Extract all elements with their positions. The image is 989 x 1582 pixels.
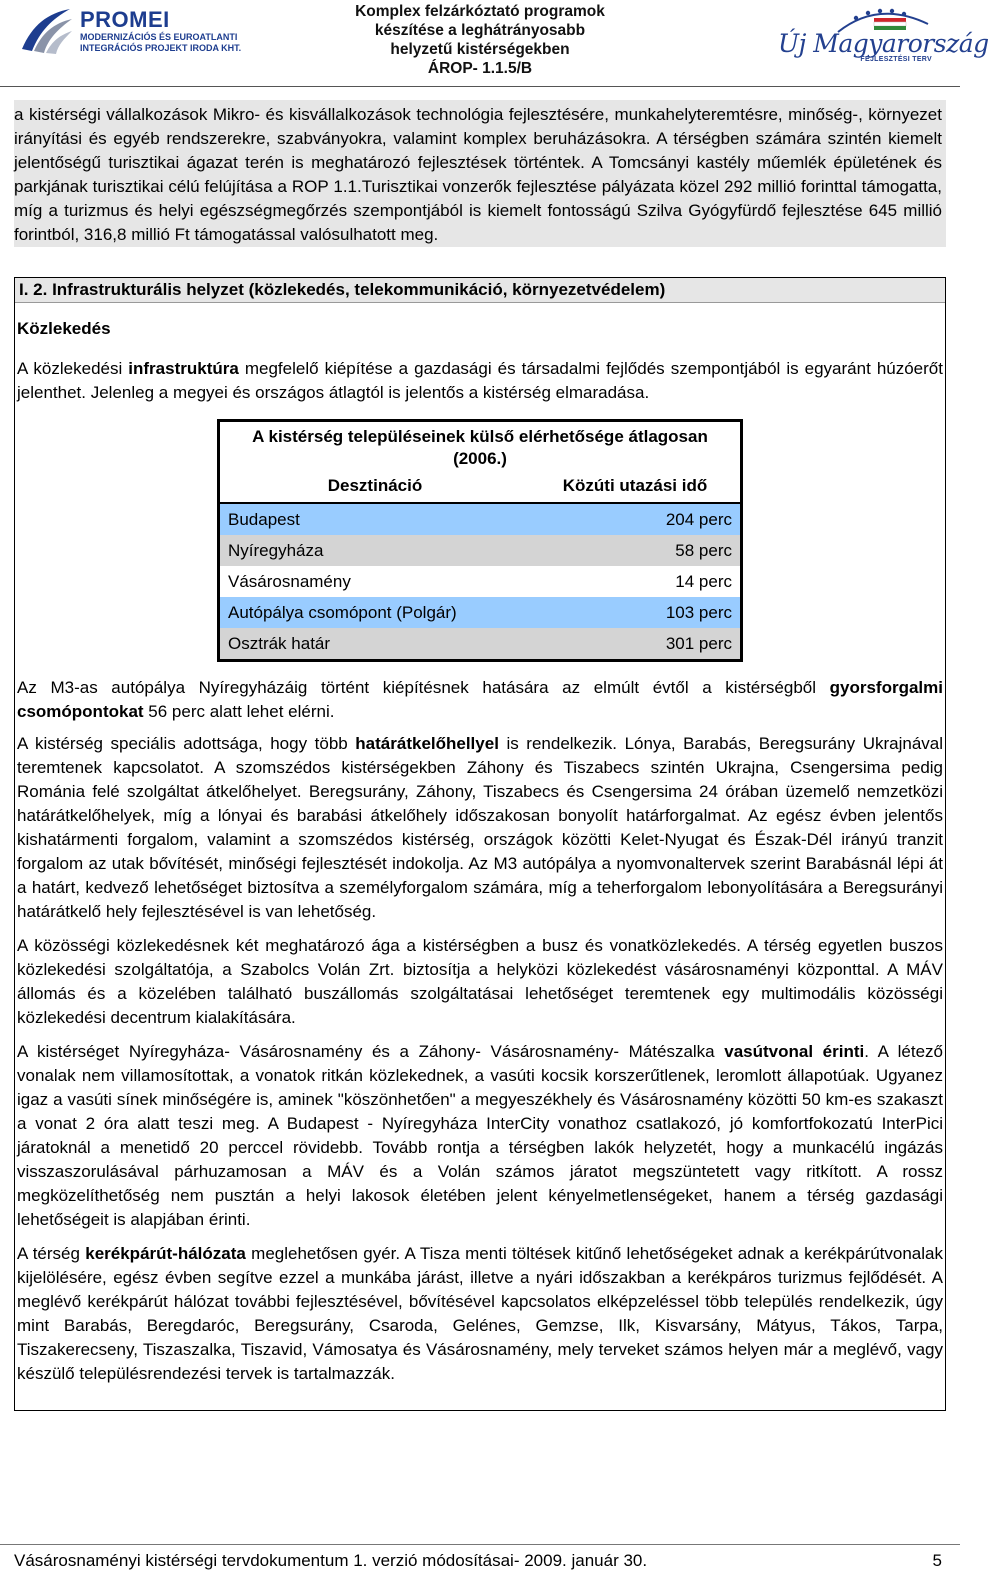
promei-logo [18, 5, 258, 55]
intro-paragraph: a kistérségi vállalkozások Mikro- és kisvállalkozások technológia fejlesztésére, munkahelyteremtésre, minőség-, környezet irányítási és egyéb rendszerekre, szabványokra, valamint komplex beruházásokra. A térségben számára szintén kiemelt jelentőségű turisztikai ágazat terén is meghatározó fejlesztések történtek. A Tomcsányi kastély műemlék épületének és parkjának turisztikai célú felújítása a ROP 1.1.Turisztikai vonzerők fejlesztése pályázata közel 292 millió forinttal támogatta, míg a turizmus és helyi egészségmegőrzés szempontjából is kiemelt fontosságú Szilva Gyógyfürdő fejlesztése 645 millió forintból, 316,8 millió Ft támogatással valósulhatott meg. [14, 105, 942, 244]
paragraph-railway [17, 1040, 943, 1232]
footer-document-title: Vásárosnaményi kistérségi tervdokumentum 1. verzió módosításai- 2009. január 30. [14, 1551, 648, 1570]
table-header-destination: Desztináció [327, 476, 423, 495]
section-title: I. 2. Infrastrukturális helyzet (közlekedés, telekommunikáció, környezetvédelem) [15, 278, 945, 303]
header-title-line4: ÁROP- 1.1.5/B [427, 60, 533, 77]
table-header-travel-time: Közúti utazási idő [562, 476, 708, 495]
table-row [220, 628, 740, 659]
p5-text-c: . A létező vonalak nem villamosítottak, a vonatok ritkán közlekednek, a vasúti kocsik korszerűtlenek, leromlott állapotúak. Ugyanez igaz a vasúti sínek minőségére is, aminek "köszönhetően" a megyeszékhely és Vásárosnamény közötti 50 km-es szakaszt a vonat 2 óra alatt teszi meg. A Budapest - Nyíregyháza InterCity vonathoz csatlakozó, jó komfortfokozatú InterPici járatoknál a menetidő 20 perccel rövidebb. Tovább rontja a térségben lakók helyzetét, hogy a munkacélú ingázás visszaszorulásával párhuzamosan a MÁV és a Volán számos járatot megszüntetett vagy ritkított. A rossz megközelíthetőség nem pusztán a helyi lakosok életében jelent kényelmetlenségeket, hanem a térség gazdasági lehetőségeit is alapjában érinti. [17, 1042, 943, 1229]
table-cell-time: 58 perc [675, 541, 732, 560]
page-header [0, 0, 989, 88]
table-row [220, 597, 740, 628]
table-cell-destination: Autópálya csomópont (Polgár) [228, 603, 457, 622]
infrastructure-section [14, 277, 946, 1411]
table-cell-time: 14 perc [675, 572, 732, 591]
table-row [220, 504, 740, 535]
p5-text-a: A kistérséget Nyíregyháza- Vásárosnamény és a Záhony- Vásárosnamény- Mátészalka [17, 1042, 725, 1061]
paragraph-border-crossings [17, 732, 943, 924]
p6-text-a: A térség [17, 1244, 86, 1263]
promei-subtitle [80, 32, 241, 54]
p2-text-c: 56 perc alatt lehet elérni. [143, 702, 335, 721]
p2-bold: gyorsforgalmi csomópontokat [17, 678, 943, 721]
promei-swirl-icon [18, 5, 74, 55]
section-body [17, 317, 943, 1386]
page-content [14, 100, 946, 1411]
p6-bold: kerékpárút-hálózata [85, 1244, 246, 1263]
uj-magyarorszag-subtitle: FEJLESZTÉSI TERV [860, 56, 932, 63]
footer-divider [0, 1544, 960, 1545]
p3-text-c: is rendelkezik. Lónya, Barabás, Beregsurány Ukrajnával teremtenek kapcsolatot. A szomszédos kistérségekben Záhony és Tiszabecs szintén Ukrajna, Csengersima pedig Románia felé szolgáltat átkelőhelyet. Beregsurány, Záhony, Tiszabecs és Csengersima 24 órában üzemelő nemzetközi határátkelőhelyek, míg a lónyai és barabási átkelőhely időszakosan bonyolít határforgalmat. Az egész évben jelentős kishatármenti forgalom, valamint a szomszédos kistérség, országok közötti Kelet-Nyugat és Észak-Dél irányú tranzit forgalom az utak bővítését, minőségi fejlesztését indokolja. Az M3 autópálya a nyomvonaltervek szerint Barabásnál lépi át a határt, kedvező lehetőséget biztosítva a személyforgalom számára, míg a teherforgalom lebonyolítására a Beregsurányi határátkelő hely fejlesztésével is van lehetőség. [17, 734, 944, 921]
table-row [220, 566, 740, 597]
header-title-line2: készítése a leghátrányosabb [374, 22, 586, 39]
paragraph-motorway [17, 676, 943, 724]
p3-text-a: A kistérség speciális adottsága, hogy több [17, 734, 356, 753]
header-divider [0, 86, 960, 87]
promei-name: PROMEI [80, 7, 170, 32]
table-caption: A kistérség településeinek külső elérhetősége átlagosan (2006.) [252, 427, 708, 468]
paragraph-public-transport: A közösségi közlekedésnek két meghatározó ága a kistérségben a busz és vonatközlekedés. A térség egyetlen buszos közlekedési szolgáltatója, a Szabolcs Volán Zrt. biztosítja a helyközi közlekedést vásárosnaményi központtal. A MÁV állomás és a közelében található buszállomás szolgáltatásai lehetőséget teremtenek egy multimodális közösségi közlekedési decentrum kialakítására. [17, 936, 943, 1027]
page-number: 5 [932, 1551, 942, 1570]
table-cell-destination: Nyíregyháza [228, 541, 324, 560]
header-title-line3: helyzetű kistérségekben [390, 41, 570, 58]
p2-text-a: Az M3-as autópálya Nyíregyházáig történt kiépítésnek hatására az elmúlt évtől a kistérségből [17, 678, 830, 697]
table-cell-time: 301 perc [665, 634, 732, 653]
header-title-line1: Komplex felzárkóztató programok [355, 3, 605, 20]
promei-subtitle-line1: MODERNIZÁCIÓS ÉS EUROATLANTI [80, 32, 238, 42]
uj-magyarorszag-logo [778, 4, 989, 64]
p1-text-a: A közlekedési [17, 359, 129, 378]
uj-magyarorszag-text: Új Magyarország [778, 29, 989, 58]
header-title [300, 2, 660, 78]
promei-subtitle-line2: INTEGRÁCIÓS PROJEKT IRODA KHT. [80, 43, 242, 53]
p6-text-c: meglehetősen gyér. A Tisza menti töltések kitűnő lehetőségeket adnak a kerékpárútvonalak kijelölésére, egész évben segítve ezzel a munkába járást, illetve a nyári időszakban a kerékpáros turizmus fejlődését. A meglévő kerékpárút hálózat további fejlesztésével, bővítésével kapcsolatos elképzeléssel több település rendelkezik, úgy mint Barabás, Beregdaróc, Beregsurány, Csaroda, Gelénes, Gemzse, Ilk, Kisvarsány, Mátyus, Tákos, Tarpa, Tiszakerecseny, Tiszaszalka, Tiszavid, Vámosatya és Vásárosnamény, mely terveket számos helyen már a meglévő, vagy készülő településrendezési tervek is tartalmazzák. [17, 1244, 943, 1383]
intro-block [14, 100, 946, 247]
subheading-transport: Közlekedés [17, 319, 111, 338]
table-cell-destination: Vásárosnamény [228, 572, 351, 591]
table-cell-time: 103 perc [665, 603, 732, 622]
p1-text-c: megfelelő kiépítése a gazdasági és társadalmi fejlődés szempontjából is egyaránt húzóerőt jelenthet. Jelenleg a megyei és országos átlagtól is jelentős a kistérség elmaradása. [17, 359, 943, 402]
accessibility-table [217, 419, 743, 662]
table-header-row [220, 470, 740, 504]
p3-bold: határátkelőhellyel [355, 734, 499, 753]
table-cell-time: 204 perc [665, 510, 732, 529]
table-cell-destination: Budapest [228, 510, 300, 529]
p5-bold: vasútvonal érinti [724, 1042, 865, 1061]
paragraph-cycle-network [17, 1242, 943, 1386]
table-row [220, 535, 740, 566]
p1-bold: infrastruktúra [128, 359, 239, 378]
paragraph-infrastructure [17, 357, 943, 405]
table-cell-destination: Osztrák határ [228, 634, 331, 653]
